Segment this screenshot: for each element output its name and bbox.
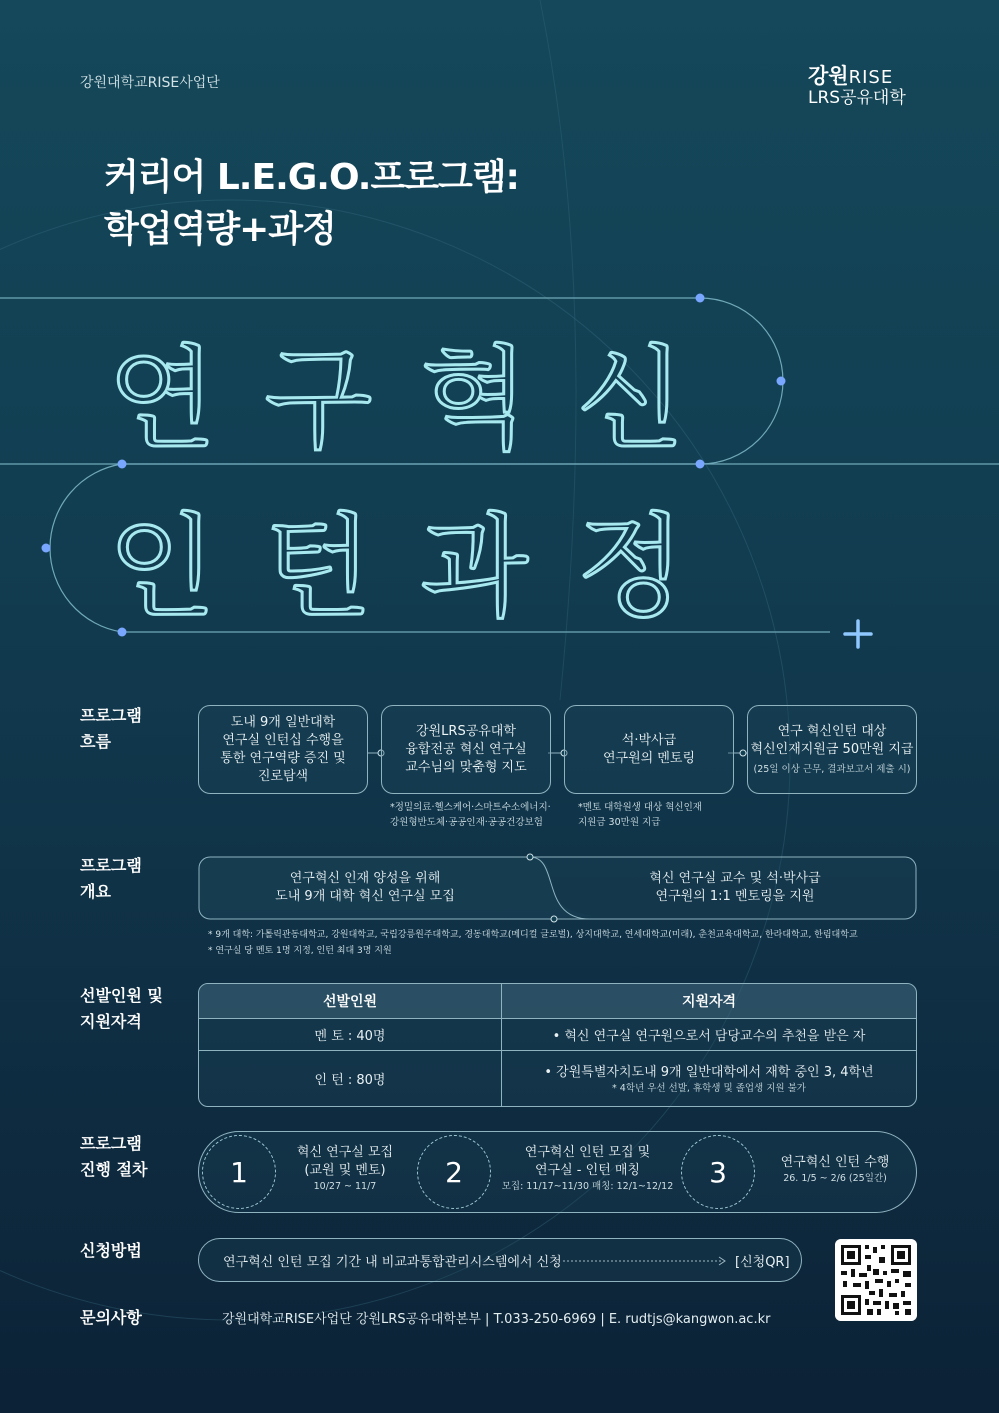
- title-line1: 커리어 L.E.G.O.프로그램:: [104, 157, 519, 198]
- flow-box-4: [747, 705, 917, 794]
- overview-note-2: * 연구실 당 멘토 1명 지정, 인턴 최대 3명 지원: [208, 946, 392, 956]
- node-dot: [696, 294, 705, 303]
- logo-line2: LRS공유대학: [808, 88, 906, 108]
- step-2: [500, 1144, 675, 1194]
- step-3: [765, 1154, 905, 1186]
- mentor-count: 멘 토 : 40명: [199, 1019, 502, 1051]
- apply-box: [198, 1238, 802, 1282]
- page-title: [104, 152, 519, 256]
- plus-icon: [845, 621, 871, 647]
- flow-box-1: 도내 9개 일반대학 연구실 인턴십 수행을 통한 연구역량 증진 및 진로탐색: [198, 705, 368, 794]
- step-2-date: 모집: 11/17~11/30 매칭: 12/1~12/12: [501, 1181, 674, 1192]
- flow-box-4-text: 연구 혁신인턴 대상 혁신인재지원금 50만원 지급: [750, 723, 914, 757]
- step-2-title: 연구혁신 인턴 모집 및 연구실 - 인턴 매칭: [524, 1145, 651, 1178]
- selection-label: 선발인원 및 지원자격: [80, 986, 163, 1031]
- contact-info: 강원대학교RISE사업단 강원LRS공유대학본부 | T.033-250-6969 | E. rudtjs@kangwon.ac.kr: [222, 1312, 771, 1327]
- intern-eligibility: • 강원특별자치도내 9개 일반대학에서 재학 중인 3, 4학년: [544, 1065, 874, 1081]
- step-1: [280, 1144, 410, 1194]
- step-1-number: 1: [202, 1135, 276, 1209]
- overview-left: 연구혁신 인재 양성을 위해 도내 9개 대학 혁신 연구실 모집: [275, 871, 455, 904]
- flow-label: 프로그램 흐름: [80, 706, 142, 751]
- col-selection: 선발인원: [199, 984, 502, 1019]
- logo: [808, 66, 906, 107]
- contact-label: 문의사항: [80, 1308, 142, 1327]
- flow-box-4-sub: (25일 이상 근무, 결과보고서 제출 시): [753, 763, 911, 775]
- step-3-title: 연구혁신 인턴 수행: [780, 1155, 890, 1170]
- qr-link-label[interactable]: [신청QR]: [735, 1255, 790, 1270]
- step-3-number: 3: [681, 1135, 755, 1209]
- hero-line1: 연구혁신: [108, 335, 733, 465]
- col-eligibility: 지원자격: [502, 984, 917, 1019]
- overview-note-1: * 9개 대학: 가톨릭관동대학교, 강원대학교, 국립강릉원주대학교, 경동대학교(메디컬 글로벌), 상지대학교, 연세대학교(미래), 춘천교육대학교, 한라대학교, 한림대학교: [208, 930, 858, 940]
- title-line2: 학업역량+과정: [104, 209, 336, 250]
- procedure-label: 프로그램 진행 절차: [80, 1134, 148, 1179]
- step-2-number: 2: [417, 1135, 491, 1209]
- qr-code-icon[interactable]: [835, 1239, 917, 1321]
- step-1-date: 10/27 ~ 11/7: [313, 1181, 377, 1192]
- intern-count: 인 턴 : 80명: [199, 1051, 502, 1106]
- apply-text: 연구혁신 인턴 모집 기간 내 비교과통합관리시스템에서 신청: [223, 1255, 562, 1270]
- mentor-eligibility: • 혁신 연구실 연구원으로서 담당교수의 추천을 받은 자: [502, 1019, 917, 1051]
- apply-label: 신청방법: [80, 1241, 142, 1260]
- arrow-right-icon: [563, 1255, 729, 1267]
- organization-name: 강원대학교RISE사업단: [80, 75, 220, 91]
- flow-box-2: 강원LRS공유대학 융합전공 혁신 연구실 교수님의 맞춤형 지도: [381, 705, 551, 794]
- overview-label: 프로그램 개요: [80, 856, 142, 901]
- intern-eligibility-cell: [502, 1051, 917, 1106]
- overview-right: 혁신 연구실 교수 및 석·박사급 연구원의 1:1 멘토링을 지원: [649, 871, 821, 904]
- step-1-title: 혁신 연구실 모집 (교원 및 멘토): [296, 1145, 394, 1178]
- logo-rise: RISE: [848, 67, 894, 88]
- selection-table: [198, 983, 917, 1107]
- hero-line2: 인턴과정: [108, 503, 733, 633]
- flow-note-2: *멘토 대학원생 대상 혁신인재 지원금 30만원 지급: [578, 802, 702, 828]
- flow-box-3: 석·박사급 연구원의 멘토링: [564, 705, 734, 794]
- flow-note-1: *정밀의료·헬스케어·스마트수소에너지· 강원형반도체·공공인재·공공건강보험: [390, 802, 551, 828]
- logo-bold: 강원: [808, 64, 849, 88]
- intern-note: * 4학년 우선 선발, 휴학생 및 졸업생 지원 불가: [612, 1083, 806, 1095]
- step-3-date: 26. 1/5 ~ 2/6 (25일간): [783, 1173, 887, 1184]
